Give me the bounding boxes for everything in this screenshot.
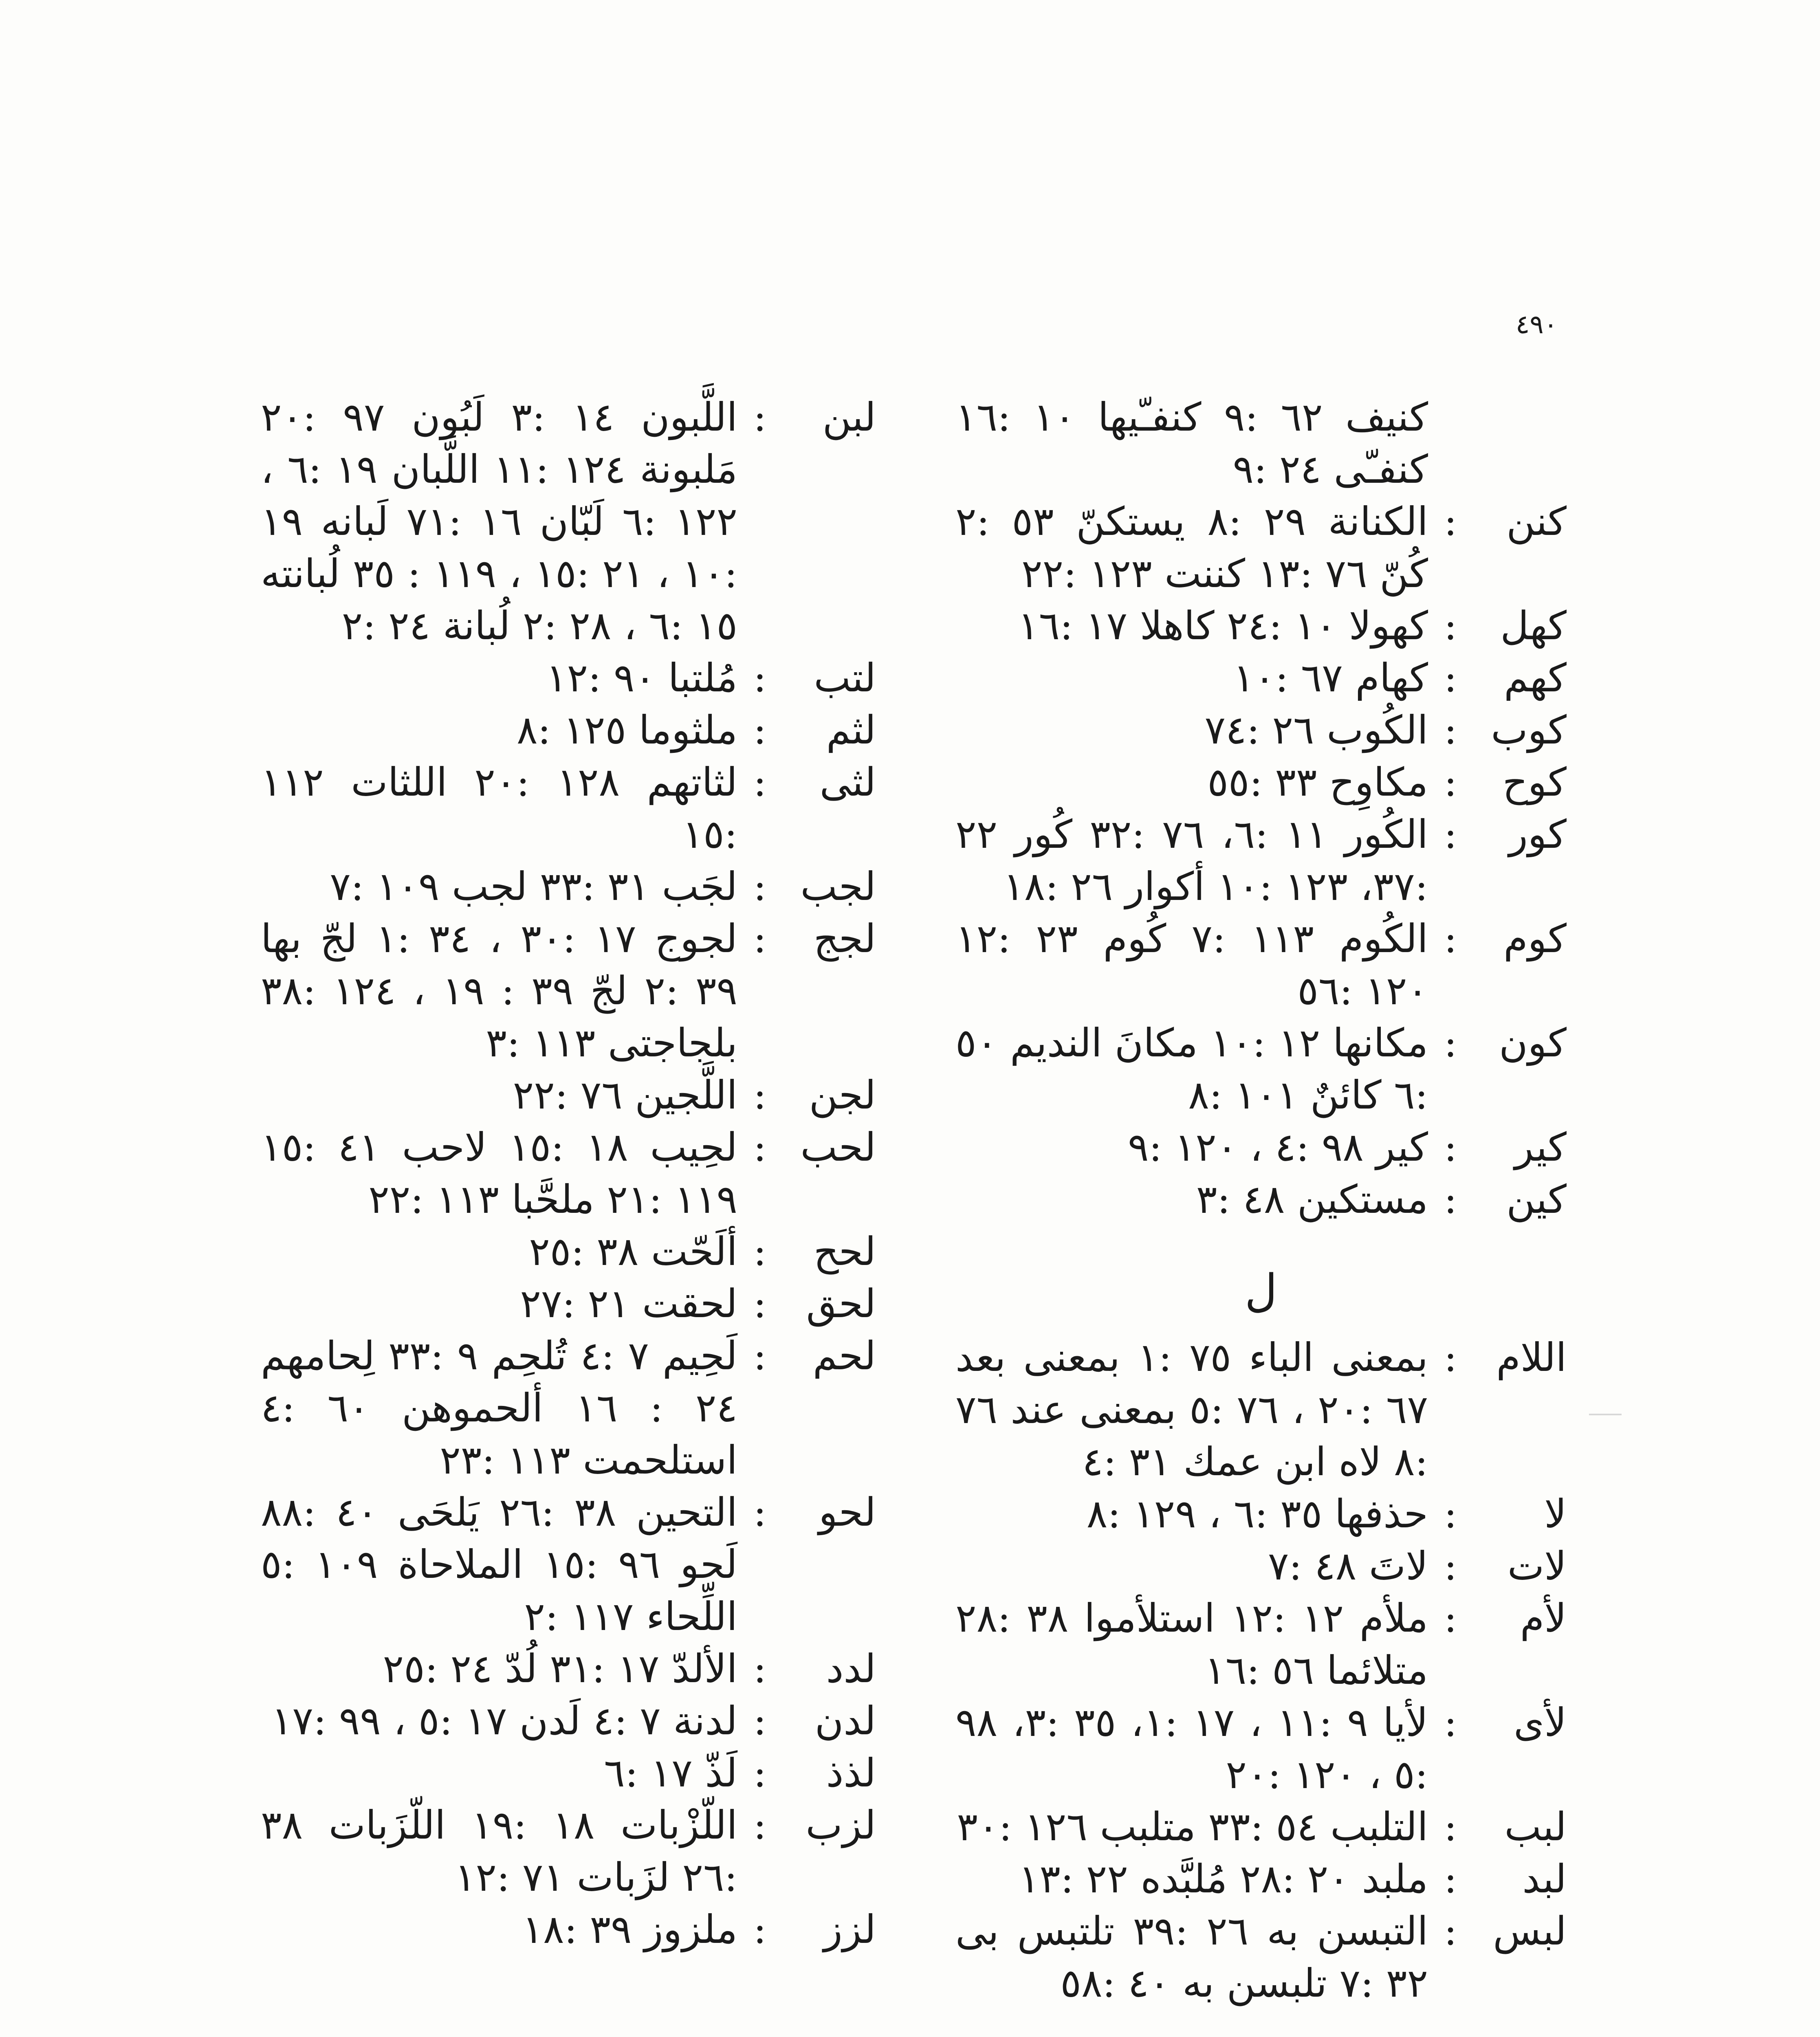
entry-refs: اللّزْبات ١٨ :١٩ اللّزَبات ٣٨ :٢٦ لزَبات ٧١ :١٢ bbox=[261, 1802, 737, 1900]
entry-refs: ملزوز ٣٩ :١٨ bbox=[522, 1907, 737, 1952]
index-entry: لحو : التحين ٣٨ :٢٦ يَلحَى ٤٠ :٨٨ لَحو ٩٦ :١٥ الملاحاة ١٠٩ :٥ اللِّحاء ١١٧ :٢ bbox=[261, 1486, 876, 1643]
index-entry: كوم : الكُوم ١١٣ :٧ كُوم ٢٣ :١٢ ١٢٠ :٥٦ bbox=[955, 913, 1567, 1017]
entry-root: كوب bbox=[1491, 707, 1567, 753]
entry-root: لجب bbox=[800, 864, 876, 909]
entry-refs: مكاوِح ٣٣ :٥٥ bbox=[1207, 759, 1428, 805]
entry-refs: ألَحّت ٣٨ :٢٥ bbox=[529, 1229, 737, 1274]
index-entry: لزب : اللّزْبات ١٨ :١٩ اللّزَبات ٣٨ :٢٦ لزَبات ٧١ :١٢ bbox=[261, 1799, 876, 1903]
entry-refs: لَذّ ١٧ :٦ bbox=[604, 1750, 737, 1796]
index-entry: كين : مستكين ٤٨ :٣ bbox=[955, 1173, 1567, 1225]
entry-refs: الكُوب ٢٦ :٧٤ bbox=[1204, 707, 1428, 753]
entry-root: لتب bbox=[814, 655, 876, 701]
index-entry: كون : مكانها ١٢ :١٠ مكانَ النديم ٥٠ :٦ كائنٌ ١٠١ :٨ bbox=[955, 1017, 1567, 1121]
entry-refs: لجَب ٣١ :٣٣ لجب ١٠٩ :٧ bbox=[330, 864, 737, 909]
entry-root: لدد bbox=[826, 1646, 876, 1692]
entry-refs: ملأم ١٢ :١٢ استلأموا ٣٨ :٢٨ متلائما ٥٦ :١٦ bbox=[955, 1595, 1428, 1693]
index-entry: لا : حذفها ٣٥ :٦ ، ١٢٩ :٨ bbox=[955, 1488, 1567, 1540]
index-entry: لبب : التلبب ٥٤ :٣٣ متلبب ١٢٦ :٣٠ bbox=[955, 1801, 1567, 1853]
index-entry: لحب : لحِيب ١٨ :١٥ لاحب ٤١ :١٥ ١١٩ :٢١ ملحَّبا ١١٣ :٢٢ bbox=[261, 1121, 876, 1225]
index-entry: لبد : ملبد ٢٠ :٢٨ مُلبَّده ٢٢ :١٣ bbox=[955, 1853, 1567, 1905]
entry-refs: لحقت ٢١ :٢٧ bbox=[520, 1281, 737, 1326]
index-entry: لحح : ألَحّت ٣٨ :٢٥ bbox=[261, 1225, 876, 1278]
entry-refs: لحِيب ١٨ :١٥ لاحب ٤١ :١٥ ١١٩ :٢١ ملحَّبا ١١٣ :٢٢ bbox=[261, 1124, 737, 1222]
entry-root: لبد bbox=[1522, 1856, 1567, 1902]
entry-refs: مستكين ٤٨ :٣ bbox=[1196, 1177, 1428, 1222]
index-entry: لزز : ملزوز ٣٩ :١٨ bbox=[261, 1903, 876, 1956]
page-number: ٤٩٠ bbox=[1516, 310, 1558, 340]
entry-root: كوم bbox=[1503, 916, 1567, 961]
entry-root: لحم bbox=[812, 1333, 876, 1379]
entry-refs: بمعنى الباء ٧٥ :١ بمعنى بعد ٦٧ :٢٠ ، ٧٦ :٥ بمعنى عند ٧٦ :٨ لاه ابن عمك ٣١ :٤ bbox=[955, 1335, 1428, 1485]
entry-root: لحو bbox=[819, 1489, 876, 1535]
entry-refs: لاتَ ٤٨ :٧ bbox=[1268, 1543, 1428, 1589]
entry-root: لأم bbox=[1520, 1595, 1567, 1641]
entry-refs: التبسن به ٢٦ :٣٩ تلتبس بى ٣٢ :٧ تلبسن به ٤٠ :٥٨ bbox=[955, 1908, 1428, 2006]
index-entry: كور : الكُور ١١ :٦، ٧٦ :٣٢ كُور ٢٢ :٣٧، ١٢٣ :١٠ أكوار ٢٦ :١٨ bbox=[955, 808, 1567, 913]
index-entry: كوب : الكُوب ٢٦ :٧٤ bbox=[955, 704, 1567, 756]
entry-root: لأى bbox=[1514, 1700, 1567, 1745]
entry-root: كير bbox=[1514, 1124, 1567, 1170]
entry-refs: الكُوم ١١٣ :٧ كُوم ٢٣ :١٢ ١٢٠ :٥٦ bbox=[955, 916, 1428, 1014]
entry-root: لبس bbox=[1493, 1908, 1567, 1954]
entry-refs: لثاتهم ١٢٨ :٢٠ اللثات ١١٢ :١٥ bbox=[261, 759, 738, 857]
index-entry: كوح : مكاوِح ٣٣ :٥٥ bbox=[955, 756, 1567, 808]
entry-refs: ملبد ٢٠ :٢٨ مُلبَّده ٢٢ :١٣ bbox=[1018, 1856, 1428, 1902]
entry-refs: كهام ٦٧ :١٠ bbox=[1233, 655, 1428, 701]
index-entry: لجن : اللَّجين ٧٦ :٢٢ bbox=[261, 1069, 876, 1121]
index-entry: لات : لاتَ ٤٨ :٧ bbox=[955, 1540, 1567, 1592]
index-entry: كهم : كهام ٦٧ :١٠ bbox=[955, 652, 1567, 704]
entry-root: لزز bbox=[823, 1907, 876, 1952]
entry-refs: لدنة ٧ :٤ لَدن ١٧ :٥ ، ٩٩ :١٧ bbox=[271, 1698, 737, 1744]
entry-refs: الألدّ ١٧ :٣١ لُدّ ٢٤ :٢٥ bbox=[383, 1646, 737, 1692]
index-entry: لدد : الألدّ ١٧ :٣١ لُدّ ٢٤ :٢٥ bbox=[261, 1643, 876, 1695]
entry-refs: التلبب ٥٤ :٣٣ متلبب ١٢٦ :٣٠ bbox=[957, 1804, 1428, 1850]
index-entry: كير : كير ٩٨ :٤ ، ١٢٠ :٩ bbox=[955, 1121, 1567, 1173]
entry-root: كهم bbox=[1504, 655, 1567, 701]
entry-root: كنن bbox=[1506, 499, 1567, 544]
entry-root: لحح bbox=[813, 1229, 876, 1274]
index-entry: اللام : بمعنى الباء ٧٥ :١ بمعنى بعد ٦٧ :٢٠ ، ٧٦ :٥ بمعنى عند ٧٦ :٨ لاه ابن عمك ٣١ :٤ bbox=[955, 1331, 1567, 1488]
index-entry: كنن : الكنانة ٢٩ :٨ يستكنّ ٥٣ :٢ كُنّ ٧٦ :١٣ كننت ١٢٣ :٢٢ bbox=[955, 495, 1567, 600]
entry-root: لذذ bbox=[826, 1750, 876, 1796]
index-entry: لثى : لثاتهم ١٢٨ :٢٠ اللثات ١١٢ :١٥ bbox=[261, 756, 876, 860]
entry-refs: اللَّجين ٧٦ :٢٢ bbox=[513, 1072, 737, 1118]
entry-refs: الكُور ١١ :٦، ٧٦ :٣٢ كُور ٢٢ :٣٧، ١٢٣ :١٠ أكوار ٢٦ :١٨ bbox=[955, 812, 1428, 909]
index-entry: لأم : ملأم ١٢ :١٢ استلأموا ٣٨ :٢٨ متلائما ٥٦ :١٦ bbox=[955, 1592, 1567, 1696]
entry-root: كوح bbox=[1502, 759, 1567, 805]
margin-mark bbox=[1589, 1414, 1622, 1415]
index-entry: لجب : لجَب ٣١ :٣٣ لجب ١٠٩ :٧ bbox=[261, 860, 876, 913]
entry-refs: ملثوما ١٢٥ :٨ bbox=[516, 707, 737, 753]
entry-refs: الكنانة ٢٩ :٨ يستكنّ ٥٣ :٢ كُنّ ٧٦ :١٣ كننت ١٢٣ :٢٢ bbox=[955, 499, 1428, 596]
index-entry: لتب : مُلتبا ٩٠ :١٢ bbox=[261, 652, 876, 704]
entry-root: كين bbox=[1506, 1177, 1567, 1222]
index-entry: لدن : لدنة ٧ :٤ لَدن ١٧ :٥ ، ٩٩ :١٧ bbox=[261, 1695, 876, 1747]
index-entry: لجج : لجوج ١٧ :٣٠ ، ٣٤ :١ لجّ بها ٣٩ :٢ لجّ ٣٩ : ١٩ ، ١٢٤ :٣٨ بلجاجتى ١١٣ :٣ bbox=[261, 913, 876, 1069]
index-entry: لحم : لَحِيم ٧ :٤ تُلحِم ٩ :٣٣ لِحامهم ٢٤ : ١٦ ألحموهن ٦٠ :٤ استلحمت ١١٣ :٢٣ bbox=[261, 1330, 876, 1486]
index-entry: لبس : التبسن به ٢٦ :٣٩ تلتبس بى ٣٢ :٧ تلبسن به ٤٠ :٥٨ bbox=[955, 1905, 1567, 2009]
entry-root: لجج bbox=[813, 916, 876, 961]
entry-refs: كهولا ١٠ :٢٤ كاهلا ١٧ :١٦ bbox=[1018, 603, 1428, 649]
entry-root: لزب bbox=[805, 1802, 876, 1848]
entry-refs: اللَّبون ١٤ :٣ لَبُون ٩٧ :٢٠ مَلبونة ١٢٤ :١١ اللَّبان ١٩ :٦ ، ١٢٢ :٦ لَبّان ١٦ :٧١ لَبانه ١٩ :١٠ ، ٢١ :١٥ ، ١١٩ : ٣٥ لُبانته ١٥ :٦ ، ٢٨ :٢ لُبانة ٢٤ :٢ bbox=[261, 394, 738, 649]
left-column bbox=[261, 391, 876, 1956]
entry-root: لثم bbox=[826, 707, 876, 753]
entry-refs: لجوج ١٧ :٣٠ ، ٣٤ :١ لجّ بها ٣٩ :٢ لجّ ٣٩ : ١٩ ، ١٢٤ :٣٨ بلجاجتى ١١٣ :٣ bbox=[261, 916, 738, 1066]
entry-refs: مكانها ١٢ :١٠ مكانَ النديم ٥٠ :٦ كائنٌ ١٠١ :٨ bbox=[955, 1020, 1428, 1118]
entry-root: لحق bbox=[806, 1281, 876, 1326]
section-letter: ل bbox=[1245, 1265, 1277, 1317]
index-entry: لذذ : لَذّ ١٧ :٦ bbox=[261, 1747, 876, 1799]
entry-root: كور bbox=[1509, 812, 1567, 857]
entry-refs: لأيا ٩ :١١ ، ١٧ :١، ٣٥ :٣، ٩٨ :٥ ، ١٢٠ :٢٠ bbox=[955, 1700, 1428, 1797]
entry-refs: لَحِيم ٧ :٤ تُلحِم ٩ :٣٣ لِحامهم ٢٤ : ١٦ ألحموهن ٦٠ :٤ استلحمت ١١٣ :٢٣ bbox=[261, 1333, 738, 1483]
entry-refs: التحين ٣٨ :٢٦ يَلحَى ٤٠ :٨٨ لَحو ٩٦ :١٥ الملاحاة ١٠٩ :٥ اللِّحاء ١١٧ :٢ bbox=[261, 1489, 738, 1639]
entry-root: اللام bbox=[1496, 1335, 1567, 1380]
entry-root: كون bbox=[1499, 1020, 1567, 1066]
index-entry: لبن : اللَّبون ١٤ :٣ لَبُون ٩٧ :٢٠ مَلبونة ١٢٤ :١١ اللَّبان ١٩ :٦ ، ١٢٢ :٦ لَبّان ١٦ :٧١ لَبانه ١٩ :١٠ ، ٢١ :١٥ ، ١١٩ : ٣٥ لُبانته ١٥ :٦ ، ٢٨ :٢ لُبانة ٢٤ :٢ bbox=[261, 391, 876, 652]
entry-refs: كنيف ٦٢ :٩ كنفـّيها ١٠ :١٦ كنفـّى ٢٤ :٩ bbox=[955, 394, 1428, 492]
right-column bbox=[955, 391, 1567, 2009]
index-entry: لحق : لحقت ٢١ :٢٧ bbox=[261, 1278, 876, 1330]
entry-root: لحب bbox=[800, 1124, 876, 1170]
index-entry: لثم : ملثوما ١٢٥ :٨ bbox=[261, 704, 876, 756]
index-entry: لأى : لأيا ٩ :١١ ، ١٧ :١، ٣٥ :٣، ٩٨ :٥ ، ١٢٠ :٢٠ bbox=[955, 1696, 1567, 1801]
entry-root: كهل bbox=[1500, 603, 1567, 649]
entry-root: لات bbox=[1507, 1543, 1567, 1589]
entry-root: لبب bbox=[1504, 1804, 1567, 1850]
entry-root: لا bbox=[1544, 1491, 1567, 1537]
entry-refs: مُلتبا ٩٠ :١٢ bbox=[546, 655, 737, 701]
entry-root: لبن bbox=[822, 394, 876, 440]
entry-root: لثى bbox=[819, 759, 876, 805]
entry-refs: حذفها ٣٥ :٦ ، ١٢٩ :٨ bbox=[1086, 1491, 1428, 1537]
entry-root: لدن bbox=[814, 1698, 876, 1744]
entry-root: لجن bbox=[809, 1072, 876, 1118]
index-entry bbox=[955, 391, 1567, 495]
entry-refs: كير ٩٨ :٤ ، ١٢٠ :٩ bbox=[1128, 1124, 1428, 1170]
index-entry: كهل : كهولا ١٠ :٢٤ كاهلا ١٧ :١٦ bbox=[955, 600, 1567, 652]
